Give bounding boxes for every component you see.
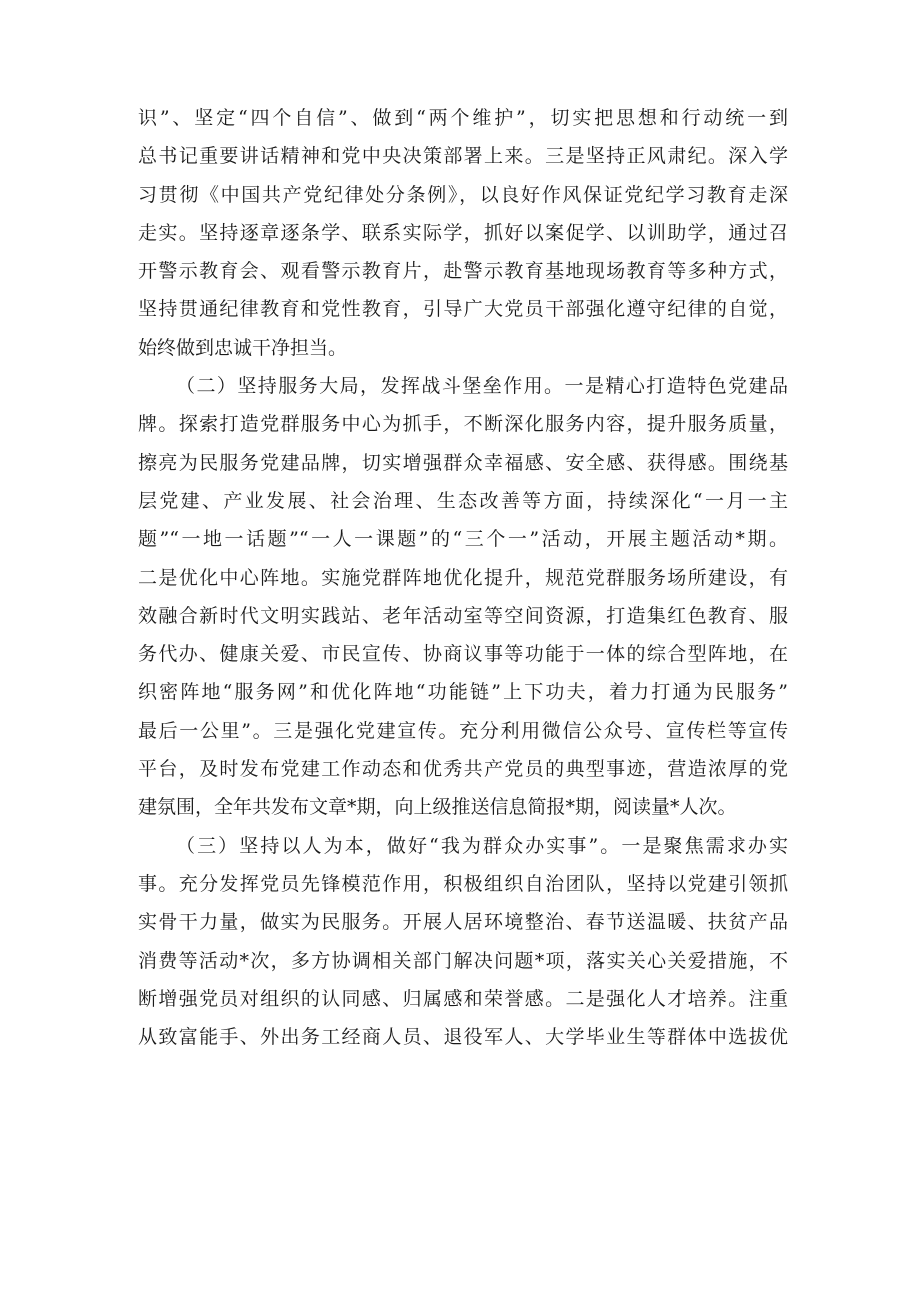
text-line: 总书记重要讲话精神和党中央决策部署上来。三是坚持正风肃纪。深入学: [138, 145, 788, 168]
text-line: 最后一公里”。三是强化党建宣传。充分利用微信公众号、宣传栏等宣传: [138, 719, 788, 742]
section-heading-line: （三）坚持以人为本，做好“我为群众办实事”。一是聚焦需求办实: [176, 834, 788, 857]
text-line: 务代办、健康关爱、市民宣传、协商议事等功能于一体的综合型阵地，在: [138, 643, 788, 666]
text-line: 始终做到忠诚干净担当。: [138, 336, 348, 359]
text-line: 事。充分发挥党员先锋模范作用，积极组织自治团队，坚持以党建引领抓: [138, 872, 788, 895]
text-line: 牌。探索打造党群服务中心为抓手，不断深化服务内容，提升服务质量，: [138, 413, 788, 436]
section-heading-line: （二）坚持服务大局，发挥战斗堡垒作用。一是精心打造特色党建品: [176, 375, 788, 398]
text-line: 建氛围，全年共发布文章*期，向上级推送信息简报*期，阅读量*人次。: [138, 796, 737, 819]
text-line: 识”、坚定“四个自信”、做到“两个维护”，切实把思想和行动统一到: [138, 107, 788, 129]
text-line: 坚持贯通纪律教育和党性教育，引导广大党员干部强化遵守纪律的自觉，: [138, 298, 788, 321]
text-line: 断增强党员对组织的认同感、归属感和荣誉感。二是强化人才培养。注重: [138, 987, 788, 1010]
text-line: 织密阵地“服务网”和优化阵地“功能链”上下功夫，着力打通为民服务”: [138, 681, 788, 704]
paragraph-section-2: [138, 367, 788, 827]
text-line: 擦亮为民服务党建品牌，切实增强群众幸福感、安全感、获得感。围绕基: [138, 451, 788, 474]
text-line: 题”“一地一话题”“一人一课题”的“三个一”活动，开展主题活动*期。: [138, 528, 788, 551]
paragraph-section-3: [138, 827, 788, 1057]
text-line: 走实。坚持逐章逐条学、联系实际学，抓好以案促学、以训助学，通过召: [138, 221, 788, 244]
text-line: 效融合新时代文明实践站、老年活动室等空间资源，打造集红色教育、服: [138, 604, 788, 627]
text-line: 实骨干力量，做实为民服务。开展人居环境整治、春节送温暖、扶贫产品: [138, 911, 788, 934]
document-body: [138, 99, 788, 1056]
text-line: 开警示教育会、观看警示教育片，赴警示教育基地现场教育等多种方式，: [138, 260, 788, 283]
text-line: 层党建、产业发展、社会治理、生态改善等方面，持续深化“一月一主: [138, 489, 788, 512]
text-line: 二是优化中心阵地。实施党群阵地优化提升，规范党群服务场所建设，有: [138, 566, 788, 589]
text-line: 从致富能手、外出务工经商人员、退役军人、大学毕业生等群体中选拔优: [138, 1026, 788, 1049]
paragraph-continuation: [138, 99, 788, 367]
text-line: 习贯彻《中国共产党纪律处分条例》，以良好作风保证党纪学习教育走深: [138, 183, 788, 206]
text-line: 消费等活动*次，多方协调相关部门解决问题*项，落实关心关爱措施，不: [138, 949, 788, 972]
text-line: 平台，及时发布党建工作动态和优秀共产党员的典型事迹，营造浓厚的党: [138, 758, 788, 781]
